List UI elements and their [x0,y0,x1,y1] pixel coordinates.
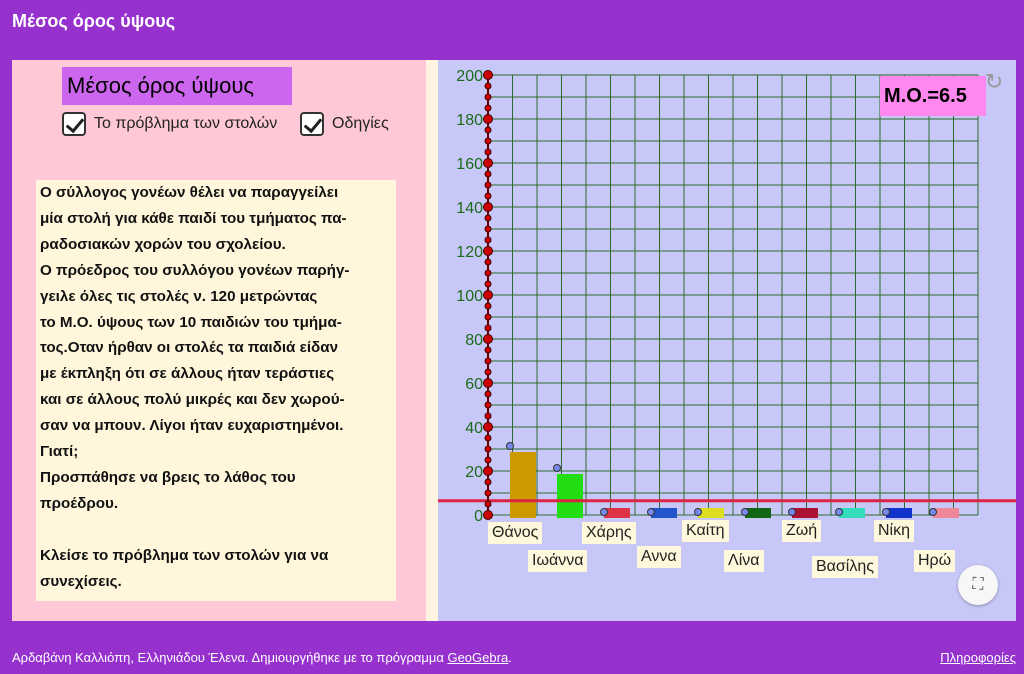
category-label: Νίκη [874,520,914,542]
y-tick-label: 0 [474,508,483,525]
bar-6[interactable] [745,508,771,518]
footer-credits-suffix: . [508,650,512,665]
y-axis-point[interactable] [485,325,491,331]
bar-handle-9[interactable] [883,509,890,516]
bar-handle-5[interactable] [695,509,702,516]
problem-text-line: Κλείσε το πρόβλημα των στολών για να [40,546,329,564]
checkbox-instructions[interactable] [300,112,389,136]
problem-text-line: και σε άλλους πολύ μικρές και δεν χωρού- [40,391,345,409]
y-axis-point[interactable] [485,303,491,309]
problem-text-line: με έκπληξη ότι σε άλλους ήταν τεράστιες [40,365,335,383]
y-axis-point[interactable] [485,402,491,408]
problem-text-line: τος.Οταν ήρθαν οι στολές τα παιδιά είδαν [40,339,339,357]
problem-text-line: ραδοσιακών χορών του σχολείου. [40,235,286,253]
problem-text-line: το Μ.Ο. ύψους των 10 παιδιών του τμήμα- [40,313,342,331]
problem-text-line: σαν να μπουν. Λίγοι ήταν ευχαριστημένοι. [40,417,344,435]
category-label: Αννα [637,546,681,568]
category-label: Ιωάννα [528,550,587,572]
checkbox-instructions-box[interactable] [300,112,324,136]
y-axis-point[interactable] [485,281,491,287]
y-tick-label: 120 [456,244,483,261]
y-axis-point[interactable] [485,501,491,507]
y-axis-point[interactable] [485,490,491,496]
bar-handle-6[interactable] [742,509,749,516]
category-label: Χάρης [582,522,636,544]
category-label: Λίνα [724,550,764,572]
y-axis-point[interactable] [485,413,491,419]
bar-8[interactable] [839,508,865,518]
checkbox-instructions-label: Οδηγίες [332,115,389,132]
y-axis-point[interactable] [485,83,491,89]
problem-text-line: συνεχίσεις. [40,572,122,590]
bar-handle-10[interactable] [930,509,937,516]
footer-credits [12,650,512,665]
y-axis-point[interactable] [485,479,491,485]
problem-text-box [36,180,396,601]
y-tick-label: 40 [465,420,483,437]
problem-text-line: Γιατί; [40,443,79,460]
bar-1[interactable] [510,452,536,518]
bar-handle-8[interactable] [836,509,843,516]
y-tick-label: 20 [465,464,483,481]
bar-4[interactable] [651,508,677,518]
checkbox-uniform-problem-label: Το πρόβλημα των στολών [94,115,278,132]
app-title: Μέσος όρος ύψους [12,11,176,31]
problem-text-line: Προσπάθησε να βρεις το λάθος του [40,468,296,486]
y-axis-point[interactable] [484,71,493,80]
applet-heading: Μέσος όρος ύψους [62,67,292,105]
y-axis-point[interactable] [484,115,493,124]
fullscreen-icon[interactable]: ⛶ [958,565,998,605]
y-axis-point[interactable] [485,226,491,232]
category-label: Βασίλης [812,556,878,578]
y-axis-point[interactable] [485,94,491,100]
y-axis-point[interactable] [485,182,491,188]
bar-5[interactable] [698,508,724,518]
y-axis-point[interactable] [485,105,491,111]
problem-text-line: μία στολή για κάθε παιδί του τμήματος πα- [40,209,347,227]
y-axis-point[interactable] [485,358,491,364]
y-axis-point[interactable] [485,127,491,133]
problem-text-line: προέδρου. [40,494,119,512]
y-axis-point[interactable] [485,446,491,452]
y-axis-point[interactable] [485,259,491,265]
category-label: Θάνος [488,522,542,544]
y-axis-point[interactable] [484,423,493,432]
bar-2[interactable] [557,474,583,518]
bar-9[interactable] [886,508,912,518]
y-axis-point[interactable] [485,237,491,243]
y-axis-point[interactable] [485,314,491,320]
refresh-icon[interactable]: ↻ [984,69,1004,94]
bar-10[interactable] [933,508,959,518]
y-axis-point[interactable] [485,138,491,144]
category-label: Ζωή [782,520,821,542]
bar-3[interactable] [604,508,630,518]
checkbox-uniform-problem-box[interactable] [62,112,86,136]
y-axis-point[interactable] [485,347,491,353]
y-tick-label: 80 [465,332,483,349]
mean-value-label: Μ.Ο.=6.5 [880,76,986,116]
geogebra-link[interactable]: GeoGebra [447,650,509,665]
y-axis-point[interactable] [485,270,491,276]
y-axis-point[interactable] [485,457,491,463]
y-tick-label: 60 [465,376,483,393]
y-tick-label: 140 [456,200,483,217]
y-tick-label: 100 [456,288,483,305]
y-tick-label: 180 [456,112,483,129]
y-tick-label: 160 [456,156,483,173]
geogebra-applet [12,60,1016,621]
bar-handle-1[interactable] [507,443,514,450]
bar-handle-3[interactable] [601,509,608,516]
y-axis-point[interactable] [484,247,493,256]
y-axis-point[interactable] [484,159,493,168]
checkbox-uniform-problem[interactable] [62,112,277,136]
y-axis-point[interactable] [484,203,493,212]
y-axis-point[interactable] [484,379,493,388]
y-axis-point[interactable] [485,215,491,221]
problem-text-line: Ο πρόεδρος του συλλόγου γονέων παρήγ- [40,261,350,279]
y-axis-point[interactable] [485,193,491,199]
footer-credits-text: Αρδαβάνη Καλλιόπη, Ελληνιάδου Έλενα. Δημιουργήθηκε με το πρόγραμμα [12,650,448,665]
panel-divider[interactable] [426,60,438,621]
y-axis-point[interactable] [485,369,491,375]
category-label: Ηρώ [914,550,955,572]
info-link[interactable]: Πληροφορίες [940,650,1016,665]
problem-text-line: γειλε όλες τις στολές ν. 120 μετρώντας [40,287,318,305]
y-axis-point[interactable] [484,467,493,476]
y-axis-point[interactable] [485,435,491,441]
y-axis-point[interactable] [485,171,491,177]
bar-handle-4[interactable] [648,509,655,516]
y-axis-point[interactable] [484,511,493,520]
y-tick-label: 200 [456,68,483,85]
y-axis-point[interactable] [484,335,493,344]
category-label: Καίτη [682,520,729,542]
bar-handle-2[interactable] [554,465,561,472]
problem-text-line: Ο σύλλογος γονέων θέλει να παραγγείλει [40,184,339,201]
bar-handle-7[interactable] [789,509,796,516]
bar-7[interactable] [792,508,818,518]
y-axis-point[interactable] [485,149,491,155]
y-axis-point[interactable] [484,291,493,300]
y-axis-point[interactable] [485,391,491,397]
